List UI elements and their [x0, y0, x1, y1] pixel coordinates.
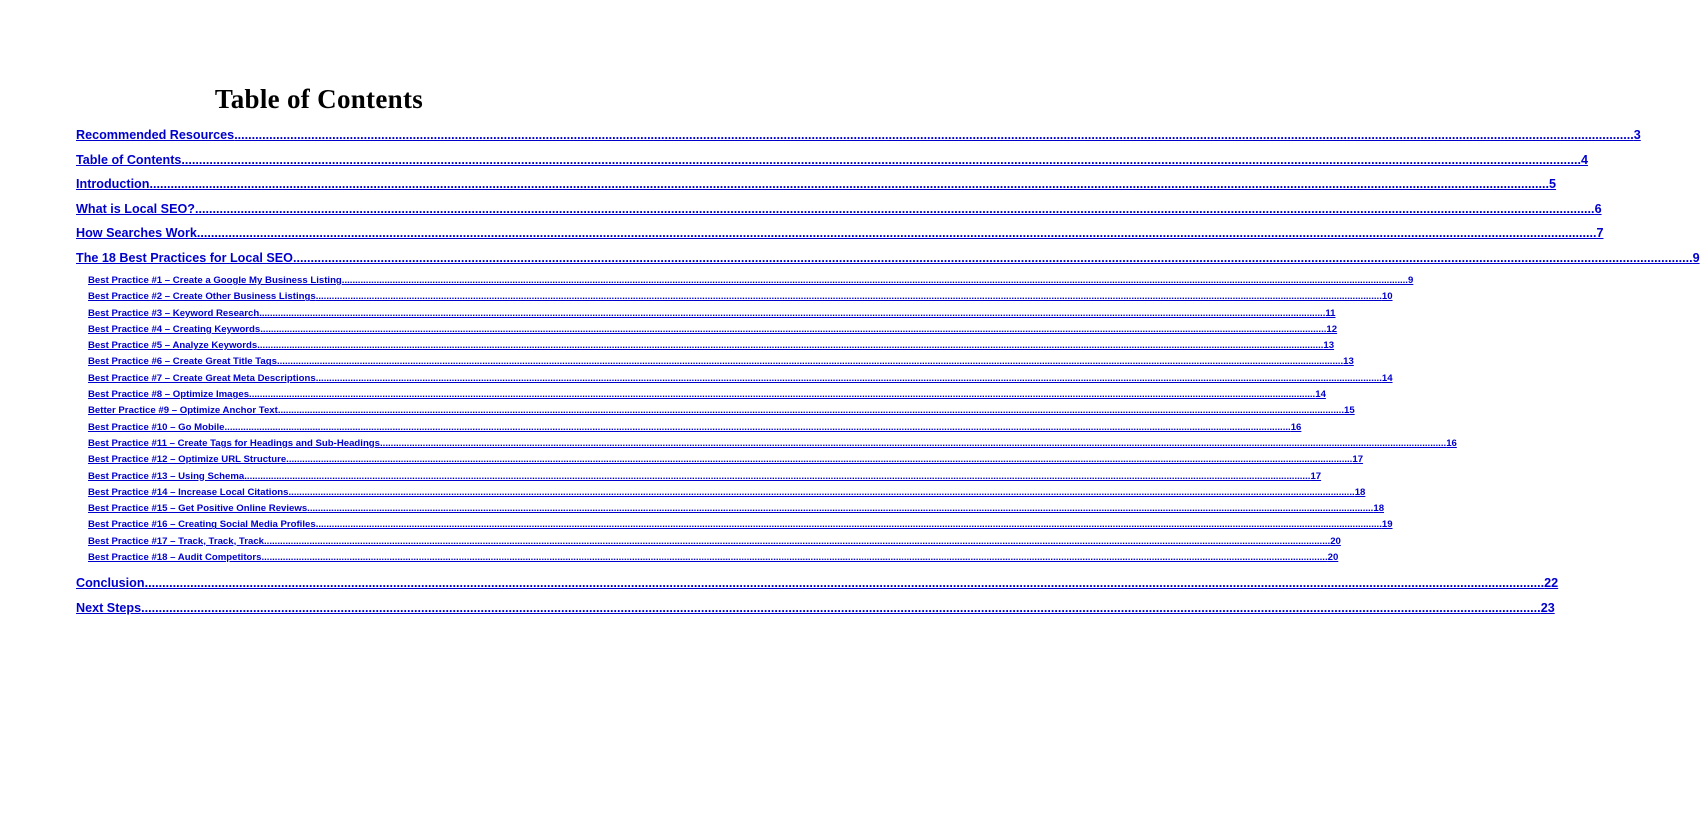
table-of-contents	[76, 127, 1700, 624]
toc-subentry[interactable]	[88, 453, 1364, 469]
dot-leader: ................................................................................................................................................................................................................................................................................................................................................................................................................	[277, 405, 1344, 417]
dot-leader: ................................................................................................................................................................................................................................................................................................................................................................................................................	[181, 152, 1582, 167]
toc-entry-label: Better Practice #9 – Optimize Anchor Text	[88, 405, 278, 417]
page-title: Table of Contents	[214, 84, 424, 114]
dot-leader: ................................................................................................................................................................................................................................................................................................................................................................................................................	[259, 307, 1326, 319]
toc-page-number: 6	[1594, 201, 1602, 216]
toc-page-number: 9	[1407, 275, 1414, 286]
toc-page-number: 16	[1446, 437, 1457, 449]
toc-entry[interactable]	[76, 575, 1559, 600]
dot-leader: ................................................................................................................................................................................................................................................................................................................................................................................................................	[149, 177, 1550, 191]
dot-leader: ................................................................................................................................................................................................................................................................................................................................................................................................................	[141, 600, 1541, 615]
toc-subentry[interactable]	[88, 502, 1385, 518]
dot-leader: ................................................................................................................................................................................................................................................................................................................................................................................................................	[292, 250, 1693, 265]
dot-leader: ................................................................................................................................................................................................................................................................................................................................................................................................................	[315, 372, 1382, 384]
dot-leader: ................................................................................................................................................................................................................................................................................................................................................................................................................	[260, 323, 1327, 335]
toc-entry-label: Introduction	[76, 177, 150, 191]
toc-entry-label: Best Practice #6 – Create Great Title Tags	[88, 356, 277, 368]
dot-leader: ................................................................................................................................................................................................................................................................................................................................................................................................................	[315, 519, 1382, 531]
dot-leader: ................................................................................................................................................................................................................................................................................................................................................................................................................	[307, 503, 1374, 515]
toc-entry-label: Recommended Resources	[76, 128, 235, 142]
toc-entry-label: Best Practice #5 – Analyze Keywords	[88, 340, 258, 352]
toc-entry[interactable]	[76, 176, 1557, 201]
toc-entry-label: Best Practice #10 – Go Mobile	[88, 421, 225, 433]
toc-page-number: 14	[1381, 372, 1393, 384]
toc-entry-label: Best Practice #17 – Track, Track, Track	[88, 535, 265, 547]
toc-subentry[interactable]	[88, 339, 1335, 355]
toc-entry-label: Best Practice #3 – Keyword Research	[88, 307, 260, 319]
toc-entry-label: Best Practice #12 – Optimize URL Structure	[88, 454, 287, 466]
toc-page-number: 5	[1549, 177, 1557, 191]
toc-entry-label: Best Practice #1 – Create a Google My Business Listing	[88, 275, 342, 286]
toc-subentry[interactable]	[88, 535, 1341, 551]
toc-page-number: 17	[1352, 454, 1364, 466]
toc-entry-label: Table of Contents	[76, 152, 182, 167]
toc-page-number: 12	[1326, 323, 1338, 335]
dot-leader: ................................................................................................................................................................................................................................................................................................................................................................................................................	[288, 486, 1355, 498]
toc-entry-label: Best Practice #18 – Audit Competitors	[88, 552, 262, 564]
toc-entry[interactable]	[76, 250, 1700, 275]
toc-subentry[interactable]	[88, 355, 1354, 371]
toc-page-number: 22	[1544, 576, 1559, 591]
toc-entry-label: Best Practice #8 – Optimize Images	[88, 389, 250, 401]
toc-entry[interactable]	[76, 127, 1641, 152]
dot-leader: ................................................................................................................................................................................................................................................................................................................................................................................................................	[315, 291, 1382, 303]
dot-leader: ................................................................................................................................................................................................................................................................................................................................................................................................................	[286, 454, 1353, 466]
dot-leader: ................................................................................................................................................................................................................................................................................................................................................................................................................	[196, 226, 1597, 240]
toc-subentry[interactable]	[88, 323, 1338, 339]
toc-page-number: 15	[1344, 405, 1355, 417]
toc-entry-label: Best Practice #7 – Create Great Meta Descriptions	[88, 372, 316, 384]
toc-entry-label: Conclusion	[76, 576, 145, 591]
dot-leader: ................................................................................................................................................................................................................................................................................................................................................................................................................	[244, 470, 1311, 482]
dot-leader: ................................................................................................................................................................................................................................................................................................................................................................................................................	[144, 576, 1545, 591]
toc-entry-label: Best Practice #15 – Get Positive Online Reviews	[88, 503, 308, 515]
toc-subentry[interactable]	[88, 404, 1355, 420]
toc-subentry[interactable]	[88, 486, 1366, 502]
toc-entry-label: Best Practice #16 – Creating Social Media Profiles	[88, 519, 316, 531]
toc-page-number: 17	[1310, 470, 1322, 482]
toc-entry[interactable]	[76, 152, 1589, 177]
toc-subentry[interactable]	[88, 518, 1393, 534]
toc-page-number: 4	[1581, 152, 1589, 167]
toc-entry-label: Best Practice #4 – Creating Keywords	[88, 323, 261, 335]
toc-entry-label: Next Steps	[76, 600, 142, 615]
dot-leader: ................................................................................................................................................................................................................................................................................................................................................................................................................	[276, 356, 1344, 368]
toc-entry-label: What is Local SEO?	[76, 201, 195, 216]
toc-page-number: 19	[1381, 519, 1393, 531]
dot-leader: ................................................................................................................................................................................................................................................................................................................................................................................................................	[234, 128, 1634, 142]
toc-page-number: 13	[1323, 340, 1335, 352]
toc-subentry[interactable]	[88, 388, 1326, 404]
dot-leader: ................................................................................................................................................................................................................................................................................................................................................................................................................	[194, 201, 1595, 216]
toc-page-number: 23	[1540, 600, 1555, 615]
toc-entry-label: Best Practice #13 – Using Schema	[88, 470, 245, 482]
toc-entry[interactable]	[76, 225, 1604, 250]
toc-entry[interactable]	[76, 201, 1602, 226]
toc-page-number: 3	[1633, 128, 1641, 142]
toc-entry-label: Best Practice #2 – Create Other Business Listings	[88, 291, 316, 303]
dot-leader: ................................................................................................................................................................................................................................................................................................................................................................................................................	[380, 437, 1447, 449]
toc-page-number: 20	[1327, 552, 1339, 564]
toc-page-number: 10	[1381, 291, 1393, 303]
dot-leader: ................................................................................................................................................................................................................................................................................................................................................................................................................	[249, 389, 1316, 401]
toc-subentry[interactable]	[88, 372, 1393, 388]
toc-entry-label: How Searches Work	[76, 226, 197, 240]
toc-page-number: 16	[1290, 421, 1302, 433]
toc-subentry[interactable]	[88, 551, 1339, 567]
toc-page-number: 18	[1373, 503, 1385, 515]
toc-subentry[interactable]	[88, 470, 1322, 486]
toc-page-number: 14	[1315, 389, 1326, 401]
toc-subentry[interactable]	[88, 274, 1414, 290]
toc-entry[interactable]	[76, 600, 1555, 625]
toc-page-number: 11	[1325, 307, 1336, 319]
dot-leader: ................................................................................................................................................................................................................................................................................................................................................................................................................	[257, 340, 1324, 352]
toc-page-number: 13	[1343, 356, 1354, 368]
toc-page-number: 7	[1596, 226, 1604, 240]
toc-subentry[interactable]	[88, 290, 1393, 306]
toc-page-number: 9	[1692, 250, 1700, 265]
dot-leader: ................................................................................................................................................................................................................................................................................................................................................................................................................	[341, 275, 1408, 286]
toc-subentry[interactable]	[88, 437, 1457, 453]
toc-page-number: 20	[1330, 535, 1341, 547]
dot-leader: ................................................................................................................................................................................................................................................................................................................................................................................................................	[264, 535, 1331, 547]
dot-leader: ................................................................................................................................................................................................................................................................................................................................................................................................................	[261, 552, 1328, 564]
toc-page-number: 18	[1354, 486, 1366, 498]
toc-entry-label: The 18 Best Practices for Local SEO	[76, 250, 293, 265]
dot-leader: ................................................................................................................................................................................................................................................................................................................................................................................................................	[224, 421, 1291, 433]
toc-subentry[interactable]	[88, 421, 1302, 437]
toc-subentry[interactable]	[88, 307, 1336, 323]
toc-entry-label: Best Practice #11 – Create Tags for Headings and Sub-Headings	[88, 437, 380, 449]
toc-entry-label: Best Practice #14 – Increase Local Citations	[88, 486, 289, 498]
